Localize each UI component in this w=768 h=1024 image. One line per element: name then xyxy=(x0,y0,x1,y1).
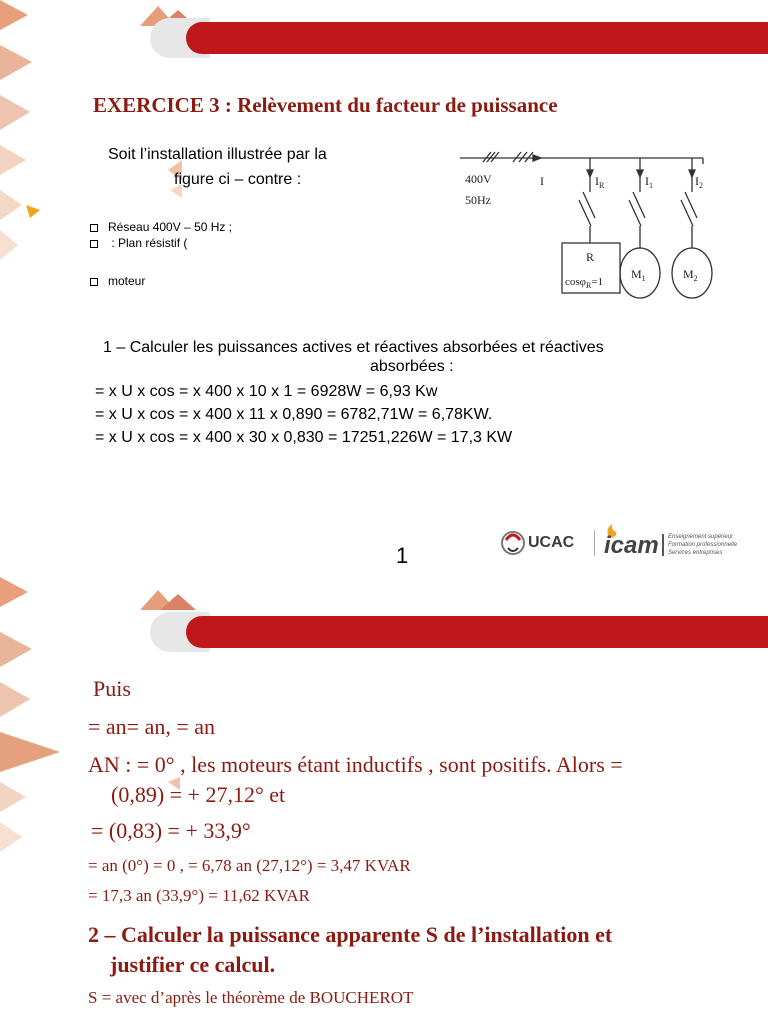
header-band xyxy=(186,22,768,54)
intro-line-1: Soit l’installation illustrée par la xyxy=(108,146,327,163)
motor-2-label: $M_2$ xyxy=(683,267,698,283)
text-line: (0,89) = + 27,12° et xyxy=(111,782,286,807)
icam-tagline: Enseignement supérieur Formation professionnelle Services entreprises xyxy=(668,534,738,556)
supply-frequency-label: 50Hz xyxy=(465,193,491,207)
checkbox-bullet-icon xyxy=(90,224,98,232)
text-line: S = avec d’après le théorème de BOUCHEROT xyxy=(88,988,414,1007)
page-title: EXERCICE 3 : Relèvement du facteur de puissance xyxy=(93,93,558,117)
text-line: = an (0°) = 0 , = 6,78 an (27,12°) = 3,47 KVAR xyxy=(88,856,411,875)
bullet-item: Réseau 400V – 50 Hz ; xyxy=(90,220,232,234)
icam-logo-text: icam xyxy=(604,532,659,559)
branch-current-2-label: $I_2$ xyxy=(695,174,703,190)
resistor-cos-label: cosφ$_R$=1 xyxy=(565,276,604,290)
text-line: AN : = 0° , les moteurs étant inductifs , sont positifs. Alors = xyxy=(88,752,623,777)
calc-line-2: = x U x cos = x 400 x 11 x 0,890 = 6782,71W = 6,78KW. xyxy=(95,406,493,423)
ucac-logo-text: UCAC xyxy=(528,534,575,551)
intro-line-2: figure ci – contre : xyxy=(174,171,302,188)
circuit-diagram xyxy=(455,140,720,315)
resistor-label: R xyxy=(586,250,595,264)
checkbox-bullet-icon xyxy=(90,278,98,286)
header-band xyxy=(186,616,768,648)
text-line: Puis xyxy=(93,676,131,701)
question-2-line-2: justifier ce calcul. xyxy=(110,952,276,977)
question-1-line-1: 1 – Calculer les puissances actives et réactives absorbées et réactives xyxy=(103,339,604,356)
motor-1-label: $M_1$ xyxy=(631,267,646,283)
slide-2 xyxy=(0,572,768,1024)
ucac-logo-icon xyxy=(498,528,528,558)
text-line: = (0,83) = + 33,9° xyxy=(91,818,251,843)
decorative-triangles-mid xyxy=(168,120,198,220)
branch-current-r-label: $I_R$ xyxy=(595,174,605,190)
bullet-item: : Plan résistif ( xyxy=(90,236,187,250)
bullet-item: moteur xyxy=(90,274,145,288)
checkbox-bullet-icon xyxy=(90,240,98,248)
question-2-line-1: 2 – Calculer la puissance apparente S de l’installation et xyxy=(88,922,613,947)
icam-divider xyxy=(662,534,664,556)
main-current-label: I xyxy=(540,174,544,188)
question-1-line-2: absorbées : xyxy=(370,358,454,375)
supply-voltage-label: 400V xyxy=(465,172,492,186)
decorative-triangles-left xyxy=(0,0,60,300)
page-number: 1 xyxy=(396,543,409,568)
text-line: = an= an, = an xyxy=(88,714,216,739)
branch-current-1-label: $I_1$ xyxy=(645,174,653,190)
calc-line-3: = x U x cos = x 400 x 30 x 0,830 = 17251,226W = 17,3 KW xyxy=(95,429,513,446)
text-line: = 17,3 an (33,9°) = 11,62 KVAR xyxy=(88,886,310,905)
calc-line-1: = x U x cos = x 400 x 10 x 1 = 6928W = 6,93 Kw xyxy=(95,383,438,400)
logo-divider xyxy=(594,530,595,556)
logo-area xyxy=(498,522,758,570)
